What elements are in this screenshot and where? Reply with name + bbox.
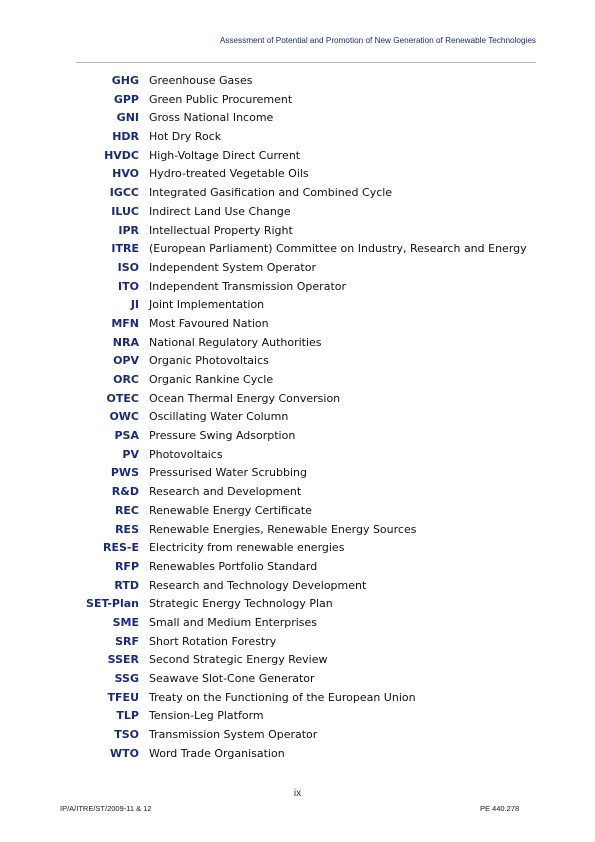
- abbreviation-term: RES-E: [103, 541, 139, 555]
- list-item: [0, 595, 595, 614]
- abbreviation-list: [0, 72, 595, 763]
- abbreviation-definition: Organic Photovoltaics: [149, 354, 269, 368]
- abbreviation-definition: Renewable Energies, Renewable Energy Sources: [149, 522, 417, 536]
- abbreviation-definition: Renewable Energy Certificate: [149, 503, 312, 517]
- abbreviation-term: GHG: [111, 74, 139, 87]
- abbreviation-term: PV: [122, 447, 139, 461]
- abbreviation-term: IGCC: [109, 186, 139, 200]
- list-item: [0, 427, 595, 446]
- list-item: [0, 408, 595, 427]
- list-item: [0, 558, 595, 577]
- abbreviation-term: GPP: [113, 92, 139, 106]
- pe-number: PE 440.278: [480, 804, 520, 813]
- abbreviation-term: ITO: [118, 279, 139, 293]
- abbreviation-term: MFN: [111, 316, 139, 330]
- abbreviation-term: HVDC: [104, 148, 139, 162]
- abbreviation-definition: Treaty on the Functioning of the European Union: [149, 690, 416, 704]
- abbreviation-definition: Joint Implementation: [149, 298, 265, 312]
- abbreviation-term: RES: [115, 522, 139, 536]
- list-item: [0, 72, 595, 91]
- list-item: [0, 147, 595, 166]
- abbreviation-definition: Renewables Portfolio Standard: [149, 559, 318, 573]
- abbreviation-definition: Research and Technology Development: [149, 578, 367, 592]
- abbreviation-term: SET-Plan: [86, 597, 139, 611]
- abbreviation-term: GNI: [116, 111, 139, 125]
- abbreviation-term: SME: [112, 615, 139, 629]
- list-item: [0, 745, 595, 764]
- abbreviation-term: RFP: [114, 559, 139, 573]
- abbreviation-term: ITRE: [111, 242, 139, 256]
- list-item: [0, 184, 595, 203]
- abbreviation-term: PSA: [114, 429, 139, 443]
- list-item: [0, 651, 595, 670]
- list-item: [0, 315, 595, 334]
- abbreviation-term: SRF: [115, 634, 139, 648]
- list-item: [0, 109, 595, 128]
- abbreviation-term: JI: [130, 298, 139, 312]
- abbreviation-term: ORC: [113, 373, 139, 386]
- abbreviation-term: OTEC: [106, 391, 139, 405]
- list-item: [0, 128, 595, 147]
- list-item: [0, 502, 595, 521]
- list-item: [0, 203, 595, 222]
- abbreviation-definition: Strategic Energy Technology Plan: [149, 597, 333, 611]
- abbreviation-term: REC: [114, 503, 139, 517]
- list-item: [0, 371, 595, 390]
- abbreviation-definition: Small and Medium Enterprises: [149, 615, 318, 629]
- abbreviation-definition: Green Public Procurement: [149, 92, 293, 106]
- abbreviation-definition: Hot Dry Rock: [149, 130, 222, 144]
- list-item: [0, 521, 595, 540]
- list-item: [0, 334, 595, 353]
- abbreviation-term: ILUC: [111, 204, 139, 218]
- abbreviation-term: R&D: [111, 485, 139, 499]
- abbreviation-definition: High-Voltage Direct Current: [149, 148, 301, 162]
- list-item: [0, 222, 595, 241]
- list-item: [0, 278, 595, 297]
- abbreviation-definition: Photovoltaics: [149, 447, 223, 461]
- header-divider: [76, 62, 536, 63]
- list-item: [0, 577, 595, 596]
- abbreviation-definition: Intellectual Property Right: [149, 223, 293, 237]
- list-item: [0, 707, 595, 726]
- abbreviation-definition: Hydro-treated Vegetable Oils: [149, 167, 309, 181]
- list-item: [0, 614, 595, 633]
- abbreviation-definition: Transmission System Operator: [149, 728, 318, 742]
- abbreviation-term: NRA: [112, 335, 139, 349]
- abbreviation-definition: (European Parliament) Committee on Industry, Research and Energy: [149, 242, 527, 256]
- abbreviation-term: TFEU: [107, 690, 139, 704]
- abbreviation-term: HDR: [112, 130, 139, 144]
- abbreviation-term: TSO: [114, 728, 139, 742]
- abbreviation-definition: Electricity from renewable energies: [149, 541, 345, 555]
- abbreviation-definition: Organic Rankine Cycle: [149, 373, 274, 386]
- abbreviation-term: SSER: [107, 653, 139, 667]
- abbreviation-definition: Independent Transmission Operator: [149, 279, 347, 293]
- abbreviation-definition: Research and Development: [149, 485, 302, 499]
- abbreviation-definition: Gross National Income: [149, 111, 274, 125]
- abbreviation-definition: Pressurised Water Scrubbing: [149, 466, 307, 480]
- abbreviation-definition: Most Favoured Nation: [149, 316, 269, 330]
- abbreviation-term: TLP: [116, 709, 139, 723]
- list-item: [0, 446, 595, 465]
- list-item: [0, 91, 595, 110]
- list-item: [0, 464, 595, 483]
- abbreviation-definition: Second Strategic Energy Review: [149, 653, 328, 667]
- abbreviation-definition: Short Rotation Forestry: [149, 634, 277, 648]
- abbreviation-term: WTO: [110, 746, 139, 760]
- running-header: Assessment of Potential and Promotion of New Generation of Renewable Technologies: [219, 36, 536, 45]
- list-item: [0, 165, 595, 184]
- abbreviation-term: IPR: [118, 223, 139, 237]
- abbreviation-term: PWS: [110, 466, 139, 480]
- abbreviation-term: RTD: [114, 578, 139, 592]
- abbreviation-definition: Tension-Leg Platform: [149, 709, 264, 723]
- list-item: [0, 240, 595, 259]
- list-item: [0, 539, 595, 558]
- abbreviation-term: ISO: [117, 260, 139, 274]
- abbreviation-definition: Integrated Gasification and Combined Cycle: [149, 186, 393, 200]
- abbreviation-term: SSG: [114, 672, 139, 685]
- list-item: [0, 390, 595, 409]
- list-item: [0, 259, 595, 278]
- abbreviation-term: OWC: [109, 410, 139, 424]
- list-item: [0, 483, 595, 502]
- page-number: ix: [293, 788, 302, 799]
- list-item: [0, 689, 595, 708]
- document-reference: IP/A/ITRE/ST/2009-11 & 12: [60, 804, 152, 813]
- abbreviation-definition: Word Trade Organisation: [149, 746, 285, 760]
- abbreviation-definition: Indirect Land Use Change: [149, 204, 291, 218]
- abbreviation-definition: Independent System Operator: [149, 260, 316, 274]
- abbreviation-definition: National Regulatory Authorities: [149, 335, 322, 349]
- abbreviation-definition: Oscillating Water Column: [149, 410, 289, 424]
- abbreviation-term: HVO: [112, 167, 139, 181]
- list-item: [0, 670, 595, 689]
- abbreviation-definition: Seawave Slot-Cone Generator: [149, 672, 315, 685]
- abbreviation-term: OPV: [113, 354, 139, 368]
- list-item: [0, 633, 595, 652]
- abbreviation-definition: Pressure Swing Adsorption: [149, 429, 296, 443]
- list-item: [0, 352, 595, 371]
- abbreviation-definition: Ocean Thermal Energy Conversion: [149, 391, 341, 405]
- abbreviation-definition: Greenhouse Gases: [149, 74, 253, 87]
- list-item: [0, 726, 595, 745]
- list-item: [0, 296, 595, 315]
